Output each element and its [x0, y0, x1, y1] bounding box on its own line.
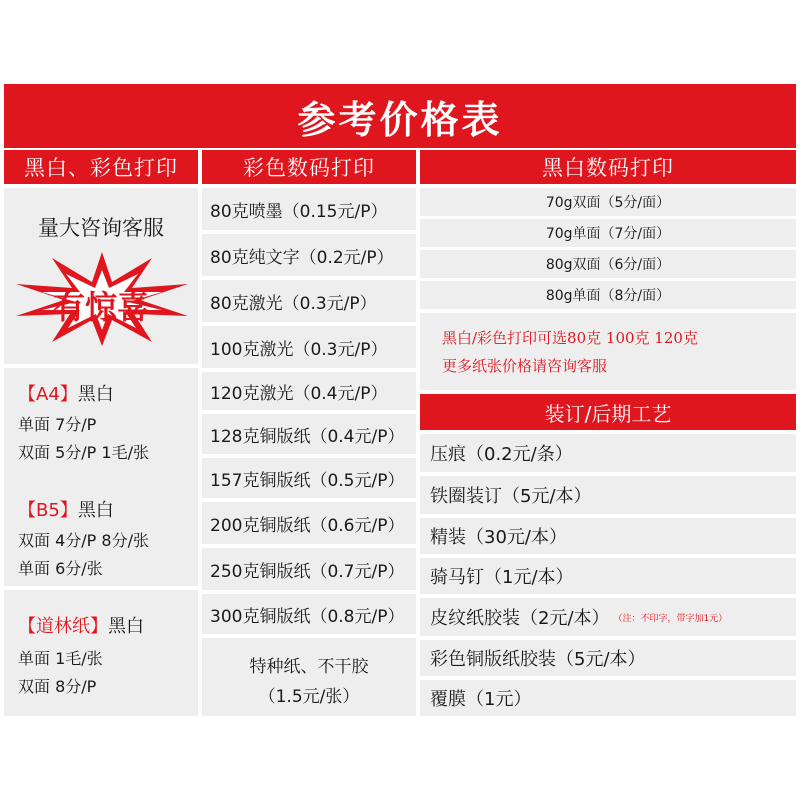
- a4-mode: 黑白: [77, 384, 114, 405]
- binding-row: [420, 598, 796, 636]
- color-price-row: 200克铜版纸（0.6元/P）: [202, 502, 416, 544]
- surprise-text: 有惊喜: [52, 288, 149, 326]
- binding-label: 彩色铜版纸胶装（5元/本）: [430, 649, 646, 670]
- daolin-single-price: 单面 1毛/张: [18, 649, 103, 668]
- a4-single-price: 单面 7分/P: [18, 415, 97, 434]
- paper-a4-b5-cell: [4, 368, 198, 586]
- header-bw-digital-print: 黑白数码打印: [420, 150, 796, 184]
- special-paper-line1: 特种纸、不干胶: [249, 657, 369, 677]
- color-price-row: 80克纯文字（0.2元/P）: [202, 234, 416, 276]
- special-paper-cell: [202, 638, 416, 716]
- b5-double-price: 双面 4分/P 8分/张: [18, 531, 149, 550]
- color-price-row: 80克喷墨（0.15元/P）: [202, 188, 416, 230]
- color-price-row: 157克铜版纸（0.5元/P）: [202, 458, 416, 498]
- promo-cell: [4, 188, 198, 364]
- options-line1: 黑白/彩色打印可选80克 100克 120克: [442, 329, 698, 347]
- binding-label: 骑马钉（1元/本）: [430, 567, 574, 588]
- color-price-row: 300克铜版纸（0.8元/P）: [202, 594, 416, 634]
- page-title: 参考价格表: [297, 97, 503, 142]
- binding-row: [420, 680, 796, 716]
- color-price-row: 100克激光（0.3元/P）: [202, 326, 416, 368]
- binding-header: 装订/后期工艺: [420, 394, 796, 430]
- binding-note: （注：不印字，带字加1元）: [613, 613, 728, 624]
- daolin-tag: 【道林纸】: [18, 616, 108, 637]
- bw-price-row: 80g双面（6分/面）: [420, 250, 796, 278]
- bw-price-row: 80g单面（8分/面）: [420, 281, 796, 309]
- daolin-mode: 黑白: [108, 616, 144, 637]
- binding-row: [420, 558, 796, 594]
- bw-price-row: 70g单面（7分/面）: [420, 219, 796, 247]
- b5-heading: [18, 496, 114, 522]
- binding-label: 皮纹纸胶装（2元/本）: [430, 608, 610, 629]
- title-bar: [4, 84, 796, 148]
- binding-label: 压痕（0.2元/条）: [430, 444, 573, 465]
- header-bw-color-print: 黑白、彩色打印: [4, 150, 198, 184]
- color-price-row: 250克铜版纸（0.7元/P）: [202, 548, 416, 590]
- a4-tag: 【A4】: [18, 384, 78, 405]
- a4-heading: [18, 380, 114, 406]
- options-line2: 更多纸张价格请咨询客服: [442, 357, 608, 375]
- b5-tag: 【B5】: [18, 500, 78, 521]
- binding-row: [420, 476, 796, 514]
- bw-price-row: 70g双面（5分/面）: [420, 188, 796, 216]
- paper-daolin-cell: [4, 590, 198, 716]
- binding-row: [420, 640, 796, 676]
- daolin-heading: [18, 612, 144, 638]
- binding-label: 精装（30元/本）: [430, 527, 567, 548]
- binding-label: 覆膜（1元）: [430, 689, 532, 710]
- daolin-double-price: 双面 8分/P: [18, 677, 97, 696]
- binding-label: 铁圈装订（5元/本）: [430, 486, 592, 507]
- consult-text: 量大咨询客服: [38, 216, 164, 240]
- color-price-row: 128克铜版纸（0.4元/P）: [202, 414, 416, 454]
- b5-single-price: 单面 6分/张: [18, 559, 103, 578]
- special-paper-line2: （1.5元/张）: [258, 687, 360, 707]
- binding-row: [420, 434, 796, 472]
- color-price-row: 80克激光（0.3元/P）: [202, 280, 416, 322]
- paper-options-note: [420, 313, 796, 390]
- color-price-row: 120克激光（0.4元/P）: [202, 372, 416, 410]
- a4-double-price: 双面 5分/P 1毛/张: [18, 443, 149, 462]
- b5-mode: 黑白: [77, 500, 114, 521]
- header-color-digital-print: 彩色数码打印: [202, 150, 416, 184]
- binding-row: [420, 518, 796, 554]
